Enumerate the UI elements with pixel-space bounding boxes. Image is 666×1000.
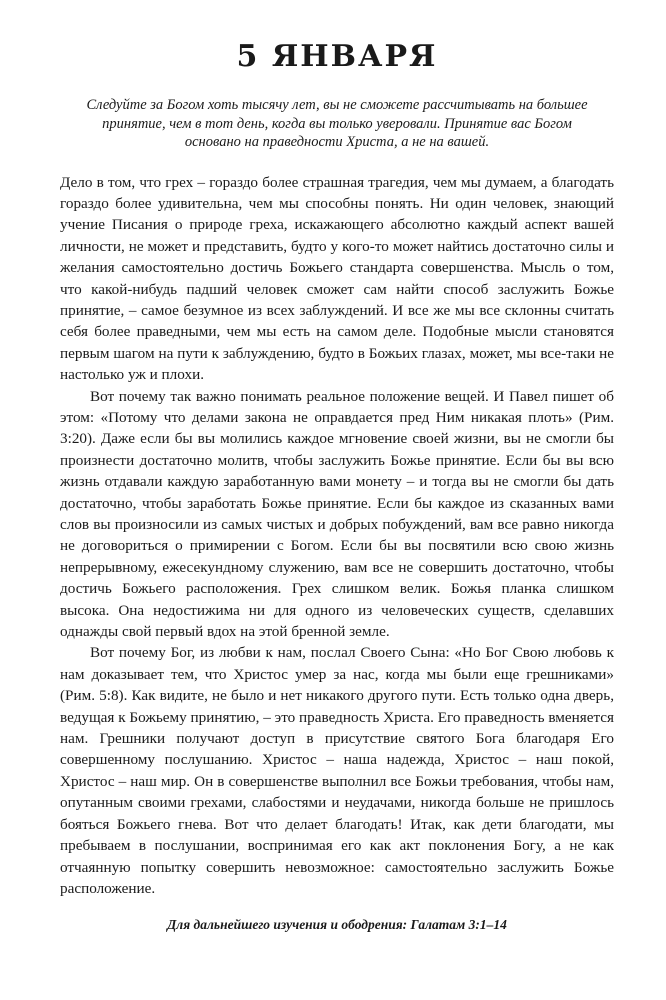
epigraph: Следуйте за Богом хоть тысячу лет, вы не сможете рассчитывать на большее принятие, чем в тот день, когда вы только уверовали. Принятие вас Богом основано на праведности Христа, а не на вашей.	[86, 97, 588, 150]
page-title: 5 ЯНВАРЯ	[236, 39, 438, 74]
body-text	[60, 172, 614, 900]
paragraph-3: Вот почему Бог, из любви к нам, послал Своего Сына: «Но Бог Свою любовь к нам доказывает тем, что Христос умер за нас, когда мы были еще грешниками» (Рим. 5:8). Как видите, не было и нет никакого другого пути. Есть только одна дверь, ведущая к Божьему принятию, – это праведность Христа. Его праведность вменяется нам. Грешники получают доступ в присутствие святого Бога благодаря Его совершенному послушанию. Христос – наша надежда, Христос – наш покой, Христос – наш мир. Он в совершенстве выполнил все Божьи требования, чтобы нам, опутанным своими грехами, слабостями и неудачами, никогда больше не пришлось бояться Божьего гнева. Вот что делает благодать! Итак, как дети благодати, мы пребываем в послушании, воспринимая его как акт поклонения Богу, а не как отчаянную попытку совершить невозможное: самостоятельно заслужить Божье расположение.	[60, 644, 614, 897]
further-study-note: Для дальнейшего изучения и ободрения: Галатам 3:1–14	[167, 917, 507, 933]
paragraph-2: Вот почему так важно понимать реальное положение вещей. И Павел пишет об этом: «Потому что делами закона не оправдается пред Ним никакая плоть» (Рим. 3:20). Даже если бы вы молились каждое мгновение своей жизни, вы не смогли бы произнести достаточно молитв, чтобы заслужить Божье принятие. Если бы вы всю жизнь отдавали каждую заработанную вами монету – и тогда вы не смогли бы дать достаточно, чтобы заработать Божье принятие. Если бы каждое из сказанных вами слов вы произносили из самых чистых и добрых побуждений, вам все равно никогда не договориться о примирении с Богом. Если бы вы посвятили всю свою жизнь непрерывному, ежесекундному служению, вам все не совершить достаточно, чтобы достичь Божьего расположения. Грех слишком велик. Божья планка слишком высока. Она недостижима ни для одного из человеческих существ, сделавших однажды свой первый вдох на этой бренной земле.	[60, 387, 614, 641]
paragraph-1: Дело в том, что грех – гораздо более страшная трагедия, чем мы думаем, а благодать гораздо более удивительна, чем мы способны понять. Ни один человек, знающий учение Писания о природе греха, искажающего абсолютно каждый аспект вашей личности, не может и представить, будто у кого-то может найтись достаточно силы и желания самостоятельно достичь Божьего стандарта совершенства. Мысль о том, что какой-нибудь падший человек сможет сам найти способ заслужить Божье принятие, – самое безумное из всех заблуждений. И все же мы все склонны считать себя более праведными, чем мы есть на самом деле. Подобные мысли становятся первым шагом на пути к заблуждению, будто в Божьих глазах, может, мы все-таки не настолько уж и плохи.	[60, 173, 614, 384]
